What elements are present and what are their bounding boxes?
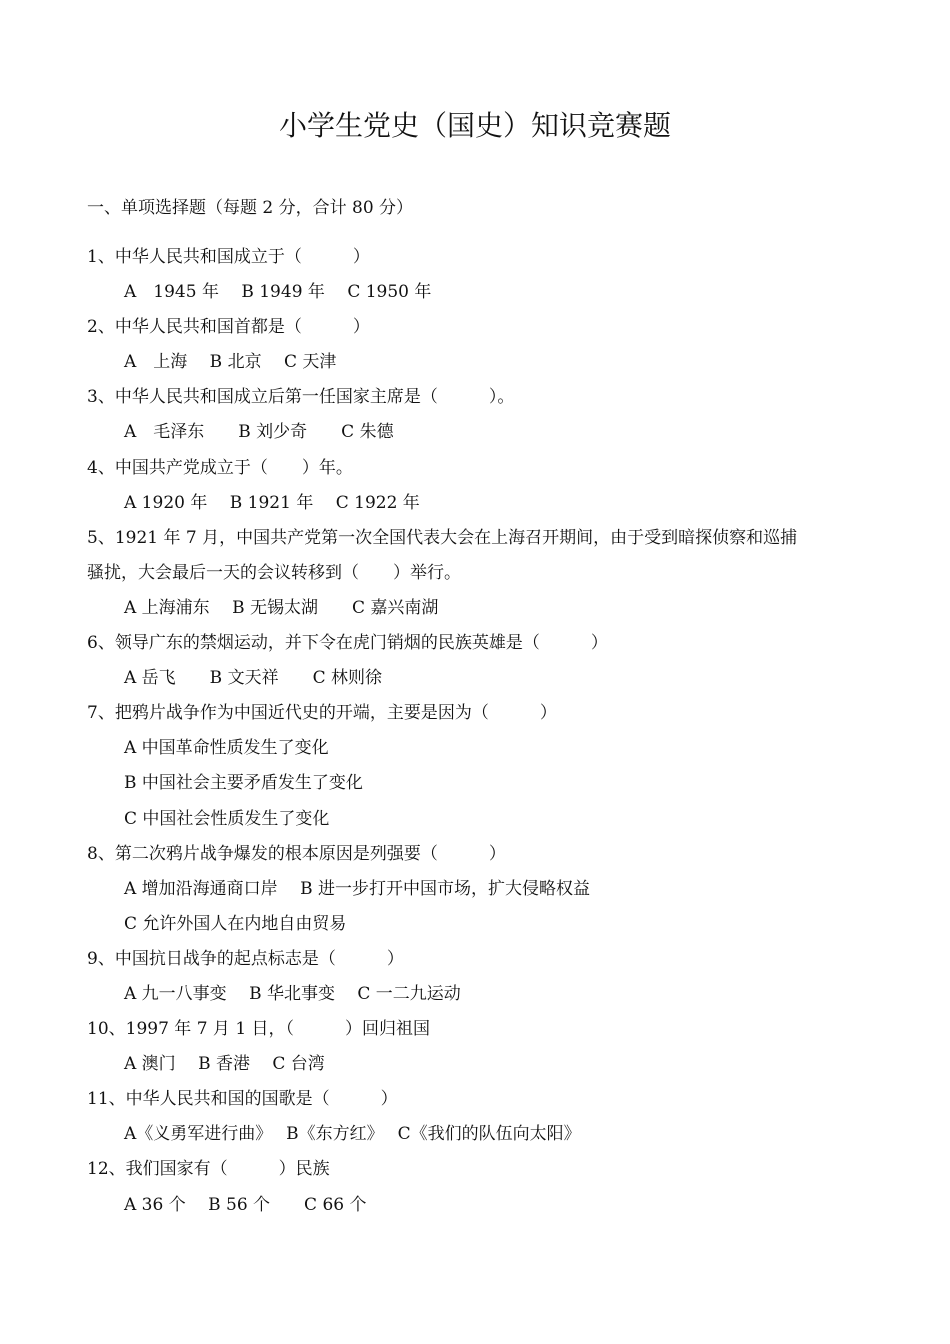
page-title: 小学生党史（国史）知识竞赛题 xyxy=(278,109,671,142)
question-line: 6、领导广东的禁烟运动，并下令在虎门销烟的民族英雄是（ ） xyxy=(87,633,608,654)
question-line: 11、中华人民共和国的国歌是（ ） xyxy=(87,1089,398,1110)
question-list xyxy=(87,240,877,1223)
answer-options-line: A 上海 B 北京 C 天津 xyxy=(124,352,337,373)
question-line: 5、1921 年 7 月，中国共产党第一次全国代表大会在上海召开期间，由于受到暗探侦察和巡捕 xyxy=(87,527,798,548)
answer-options-line: A 1920 年 B 1921 年 C 1922 年 xyxy=(124,492,420,513)
answer-options-line: A 岳飞 B 文天祥 C 林则徐 xyxy=(124,668,382,689)
section-heading: 一、单项选择题（每题 2 分，合计 80 分） xyxy=(87,198,414,218)
question-line: 9、中国抗日战争的起点标志是（ ） xyxy=(87,948,404,969)
answer-options-line: A 增加沿海通商口岸 B 进一步打开中国市场，扩大侵略权益 xyxy=(124,878,590,899)
answer-options-line: A《义勇军进行曲》 B《东方红》 C《我们的队伍向太阳》 xyxy=(124,1124,581,1145)
answer-options-line: A 36 个 B 56 个 C 66 个 xyxy=(124,1194,367,1215)
answer-options-line: B 中国社会主要矛盾发生了变化 xyxy=(124,773,363,794)
answer-options-line: A 澳门 B 香港 C 台湾 xyxy=(124,1054,325,1075)
question-line: 12、我们国家有（ ）民族 xyxy=(87,1159,330,1180)
answer-options-line: A 毛泽东 B 刘少奇 C 朱德 xyxy=(124,422,394,443)
question-line: 10、1997 年 7 月 1 日，（ ）回归祖国 xyxy=(87,1019,431,1040)
answer-options-line: A 九一八事变 B 华北事变 C 一二九运动 xyxy=(124,983,461,1004)
question-line: 1、中华人民共和国成立于（ ） xyxy=(87,247,370,267)
question-line: 7、把鸦片战争作为中国近代史的开端，主要是因为（ ） xyxy=(87,703,557,724)
question-line: 4、中国共产党成立于（ ）年。 xyxy=(87,457,353,478)
question-line: 3、中华人民共和国成立后第一任国家主席是（ ）。 xyxy=(87,387,515,408)
question-line: 8、第二次鸦片战争爆发的根本原因是列强要（ ） xyxy=(87,843,506,864)
question-line: 2、中华人民共和国首都是（ ） xyxy=(87,317,370,338)
answer-options-line: A 中国革命性质发生了变化 xyxy=(124,738,329,759)
answer-options-line: C 允许外国人在内地自由贸易 xyxy=(124,913,347,934)
answer-options-line: A 1945 年 B 1949 年 C 1950 年 xyxy=(124,282,432,303)
question-line: 骚扰，大会最后一天的会议转移到（ ）举行。 xyxy=(87,562,461,583)
answer-options-line: A 上海浦东 B 无锡太湖 C 嘉兴南湖 xyxy=(124,597,439,618)
answer-options-line: C 中国社会性质发生了变化 xyxy=(124,808,330,829)
